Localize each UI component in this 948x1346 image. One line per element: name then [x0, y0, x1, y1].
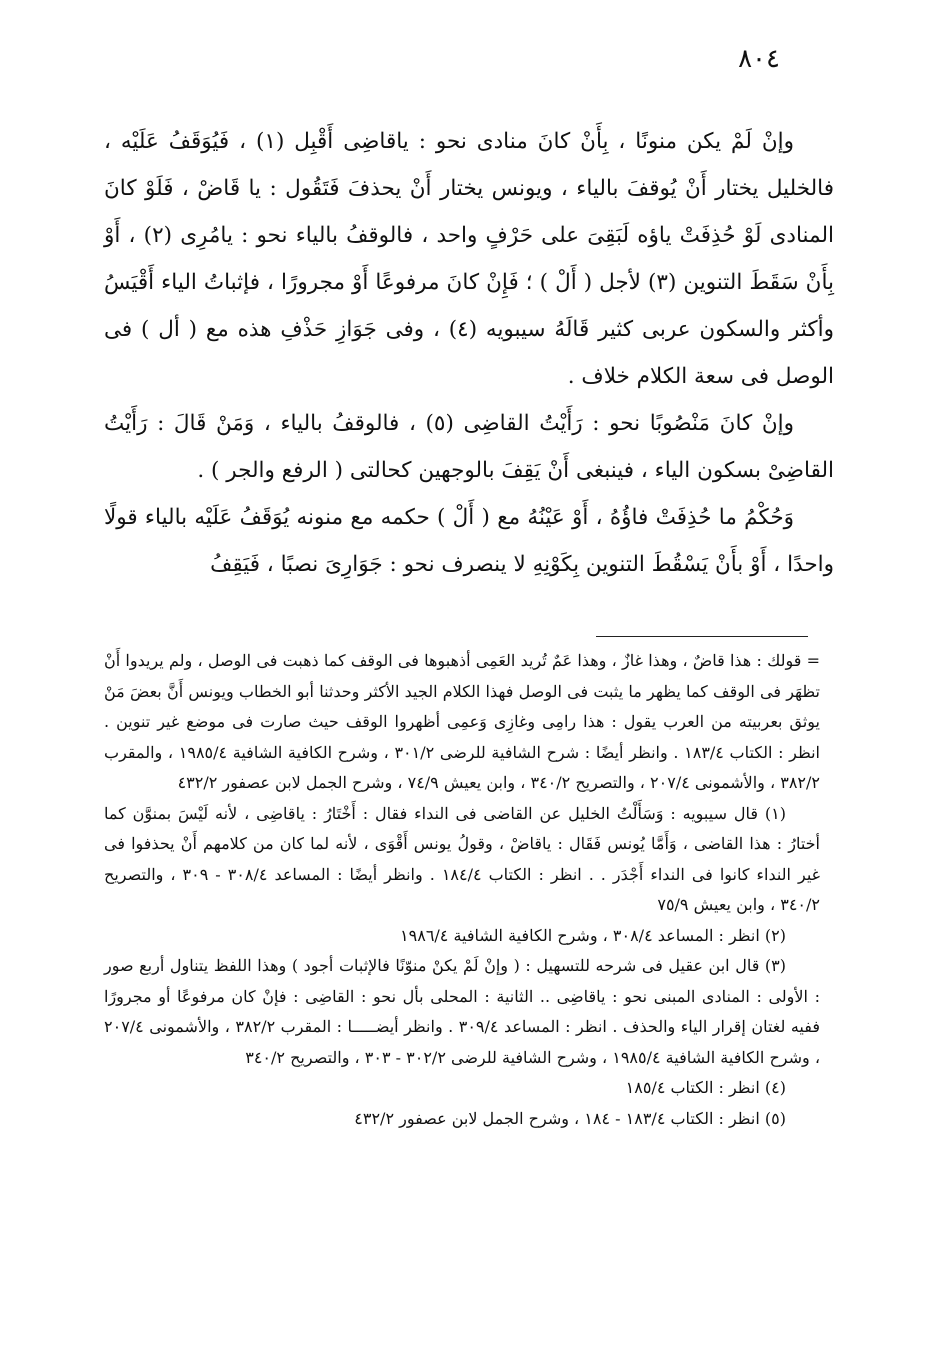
page-number: ٨٠٤: [738, 44, 780, 74]
footnote-5: (٥) انظر : الكتاب ١٨٣/٤ - ١٨٤ ، وشرح الجمل لابن عصفور ٤٣٢/٢: [354, 1108, 786, 1128]
main-paragraph-1: وإنْ لَمْ يكن منونًا ، بِأَنْ كانَ منادى نحو : ياقاضِى أَقْبِل (١) ، فَيُوَقَفُ عَلَيْه ، فالخليل يختار أَنْ يُوقفَ بالياء ، ويونس يختار أَنْ يحذفَ فَتَقُول : يا قَاضْ ، فَلَوْ كانَ المنادى لَوْ حُذِفَتْ ياؤه لَبَقِىَ على حَرْفٍ واحد ، فالوقفُ بالياء نحو : يامُرِى (٢) ، أَوْ بِأَنْ سَقَطَ التنوين (٣) لأجل ( أَلْ ) ؛ فَإِنْ كانَ مرفوعًا أَوْ مجرورًا ، فإثباتُ الياء أَقْيَسُ وأكثر والسكون عربى كثير قَالَهُ سيبويه (٤) ، وفى جَوَازِ حَذْفِ هذه مع ( أل ) فى الوصل فى سعة الكلام خلاف .: [104, 129, 834, 389]
footnote-separator: [596, 636, 808, 637]
footnote-3: (٣) قال ابن عقيل فى شرحه للتسهيل : ( وإنْ لَمْ يكنْ منوّنًا فالإثبات أجود ) وهذا اللفظ يتناول أربع صور : الأولى : المنادى المبنى نحو : ياقاضِى .. الثانية : المحلى بأل نحو : القاضِى : فإنْ كان مرفوعًا أو مجرورًا ففيه لغتان إقرار الياء والحذف . انظر : المساعد ٣٠٩/٤ . وانظر أيضـــــا : المقرب ٣٨٢/٢ ، والأشمونى ٢٠٧/٤ ، وشرح الكافية الشافية ١٩٨٥/٤ ، وشرح الشافية للرضى ٣٠٢/٢ - ٣٠٣ ، والتصريح ٣٤٠/٢: [104, 956, 820, 1067]
main-paragraph-3: وَحُكْمُ ما حُذِفَتْ فاؤُهُ ، أَوْ عَيْنُهُ مع ( أَلْ ) حكمه مع منونه يُوَقَفُ عَلَيْه بالياء قولًا واحدًا ، أَوْ بأَنْ يَسْقُطَ التنوين بِكَوْنِهِ لا ينصرف نحو : جَوَارِىَ نصبًا ، فَيَقِفُ: [104, 505, 834, 577]
main-text: [104, 118, 834, 588]
footnote-2: (٢) انظر : المساعد ٣٠٨/٤ ، وشرح الكافية الشافية ١٩٨٦/٤: [400, 925, 786, 945]
footnote-4: (٤) انظر : الكتاب ١٨٥/٤: [625, 1078, 786, 1097]
footnote-1: (١) قال سيبويه : وَسَأَلْتُ الخليل عن القاضى فى النداء فقال : أَخْتَارُ : ياقاضِى ، لأنه لَيْسَ بمنوَّن كما أختارُ : هذا القاضى ، وَأَمَّا يُونس فَقَال : ياقاضْ ، وقولُ يونس أَقْوَى ، لأنه لما كان من كلامهم أَنْ يحذفوا فى غير النداء كانوا فى النداء أَجْدَر . . انظر : الكتاب ١٨٤/٤ . وانظر أيضًا : المساعد ٣٠٨/٤ - ٣٠٩ ، والتصريح ٣٤٠/٢ ، وابن يعيش ٧٥/٩: [104, 803, 821, 914]
footnotes: [104, 646, 820, 1134]
footnote-continuation: = قولك : هذا قاضٌ ، وهذا غازٌ ، وهذا عَمٌ تُريد العَمِى أذهبوها فى الوقف كما ذهبت فى الوصل ، ولم يريدوا أَنْ تظهَر فى الوقف كما يظهر ما يثبت فى الوصل فهذا الكلام الجيد الأكثر وحدثنا أبو الخطاب ويونس أَنَّ بعضَ مَنْ يوثق بعربيته من العرب يقول : هذا رامِى وغازِى وَعمِى أظهروا الوقف حيث صارت فى موضع غير تنوين . انظر : الكتاب ١٨٣/٤ . وانظر أيضًا : شرح الشافية للرضى ٣٠١/٢ ، وشرح الكافية الشافية ١٩٨٥/٤ ، والمقرب ٣٨٢/٢ ، والأشمونى ٢٠٧/٤ ، والتصريح ٣٤٠/٢ ، وابن يعيش ٧٤/٩ ، وشرح الجمل لابن عصفور ٤٣٢/٢: [104, 651, 821, 792]
main-paragraph-2: وإنْ كانَ مَنْصُوبًا نحو : رَأَيْتُ القاضِى (٥) ، فالوقفُ بالياء ، وَمَنْ قَالَ : رَأَيْتُ القاضِىْ بسكون الياء ، فينبغى أَنْ يَقِفَ بالوجهين كحالتى ( الرفع والجر ) .: [104, 411, 834, 483]
